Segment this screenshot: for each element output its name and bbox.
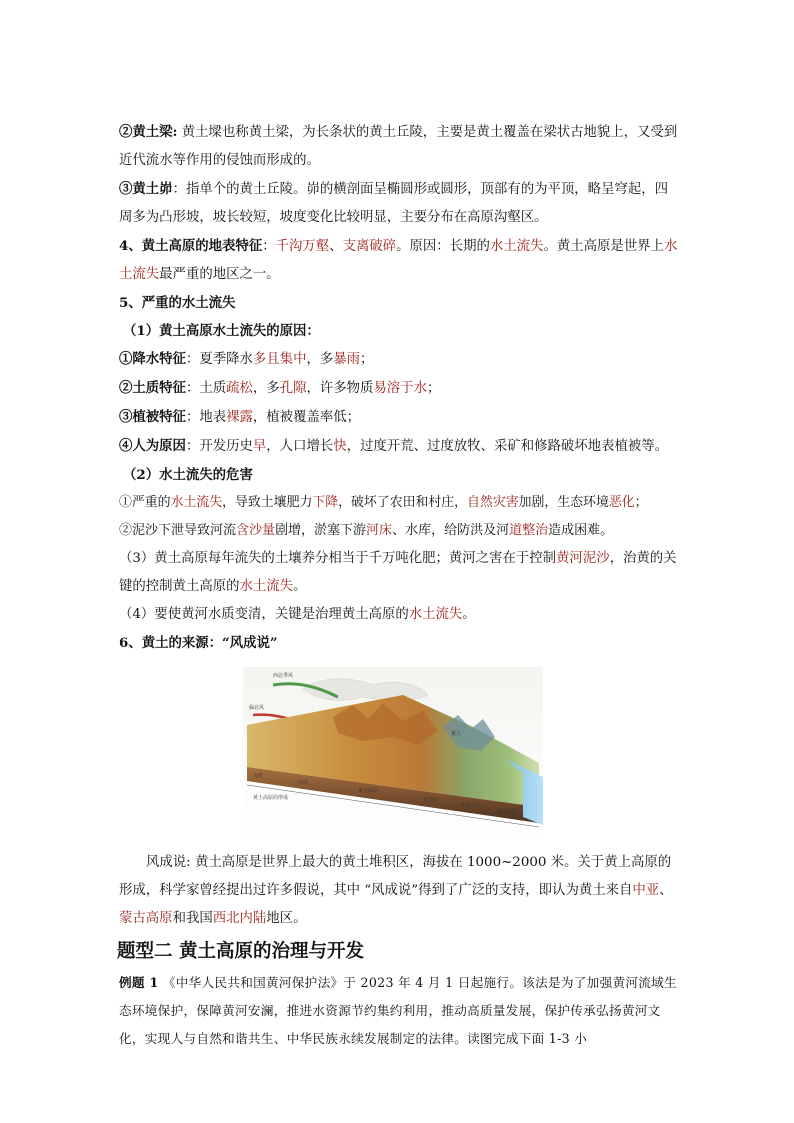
strip-label-desert: 沙漠 [298,780,309,786]
document-page [119,118,679,1053]
loess-formation-figure [243,667,543,841]
harm-1: ①严重的水土流失，导致土壤肥力下降，破坏了农田和村庄，自然灾害加剧，生态环境恶化； [119,495,648,510]
wind-label-2: 偏北风 [249,705,265,711]
cause-soil: ②土质特征：土质疏松，多孔隙，许多物质易溶于水； [119,380,441,396]
figure-caption: 黄土高原的形成 [253,795,289,801]
example-1-paragraph: 例题 1 《中华人民共和国黄河保护法》于 2023 年 4 月 1 日起施行。该法是为了加强黄河流域生态环境保护，保障黄河安澜，推进水资源节约集约利用，推动高质量发展，保护传承弘扬黄河文化，实现人与自然和谐共生、中华民族永续发展制定的法律。读图完成下面 1-3 小 [119,975,677,1046]
harm-2: ②泥沙下泄导致河流含沙量剧增，淤塞下游河床、水库，给防洪及河道整治造成困难。 [119,523,614,538]
strip-label-plain: 华北平原 [461,803,482,809]
harm-heading: （2）水土流失的危害 [123,467,253,483]
item-4-water-quality: （4）要使黄河水质变清，关键是治理黄土高原的水土流失。 [119,607,476,622]
item-5-heading: 5、严重的水土流失 [119,295,236,311]
cause-human: ④人为原因：开发历史早，人口增长快，过度开荒、过度放牧、采矿和修路破坏地表植被等。 [119,438,669,454]
strip-label-taihang: 太行山 [423,797,439,803]
paragraph-huangtumao: ③黄土峁：指单个的黄土丘陵。峁的横剖面呈椭圆形或圆形，顶部有的为平顶，略呈穹起，四周多为凸形坡，坡长较短，坡度变化比较明显，主要分布在高原沟壑区。 [119,181,669,225]
strip-label-gobi: 戈壁 [253,773,264,779]
paragraph-huangtuliang: ②黄土梁: 黄土墚也称黄土梁，为长条状的黄土丘陵，主要是黄土覆盖在梁状古地貌上，又受到近代流水等作用的侵蚀而形成的。 [119,124,678,168]
wind-origin-paragraph: 风成说: 黄土高原是世界上最大的黄土堆积区，海拔在 1000~2000 米。关于黄上高原的形成，科学家曾经提出过许多假说，其中 “风成说”得到了广泛的支持，即认为黄土来自中亚、蒙古高原和我国西北内陆地区。 [119,855,673,926]
term-label: ②黄土梁: [119,124,178,140]
item-3-yellow-river: （3）黄土高原每年流失的土壤养分相当于千万吨化肥；黄河之害在于控制黄河泥沙，治黄的关键的控制黄土高原的水土流失。 [119,551,677,594]
strip-label-sea: 黄海东海 [497,809,518,815]
cause-heading: （1）黄土高原水土流失的原因： [123,323,320,339]
section-title-type-2: 题型二 黄土高原的治理与开发 [117,941,364,962]
item-6-heading: 6、黄土的来源：“风成说” [119,635,278,651]
loess-diagram [243,667,543,841]
example-label: 例题 1 [119,975,159,990]
cause-rainfall: ①降水特征：夏季降水多且集中，多暴雨； [119,351,374,367]
wind-label-1: 西北季风 [273,673,294,679]
strip-label-plateau: 黄土高原 [358,788,379,794]
item-4-surface-features: 4、黄土高原的地表特征：千沟万壑、支离破碎。原因：长期的水土流失。黄土高原是世界上水土流失最严重的地区之一。 [119,238,678,282]
loess-tag: 黄土 [451,731,462,737]
term-label: ③黄土峁 [119,181,173,197]
cause-vegetation: ③植被特征：地表裸露，植被覆盖率低； [119,409,361,425]
